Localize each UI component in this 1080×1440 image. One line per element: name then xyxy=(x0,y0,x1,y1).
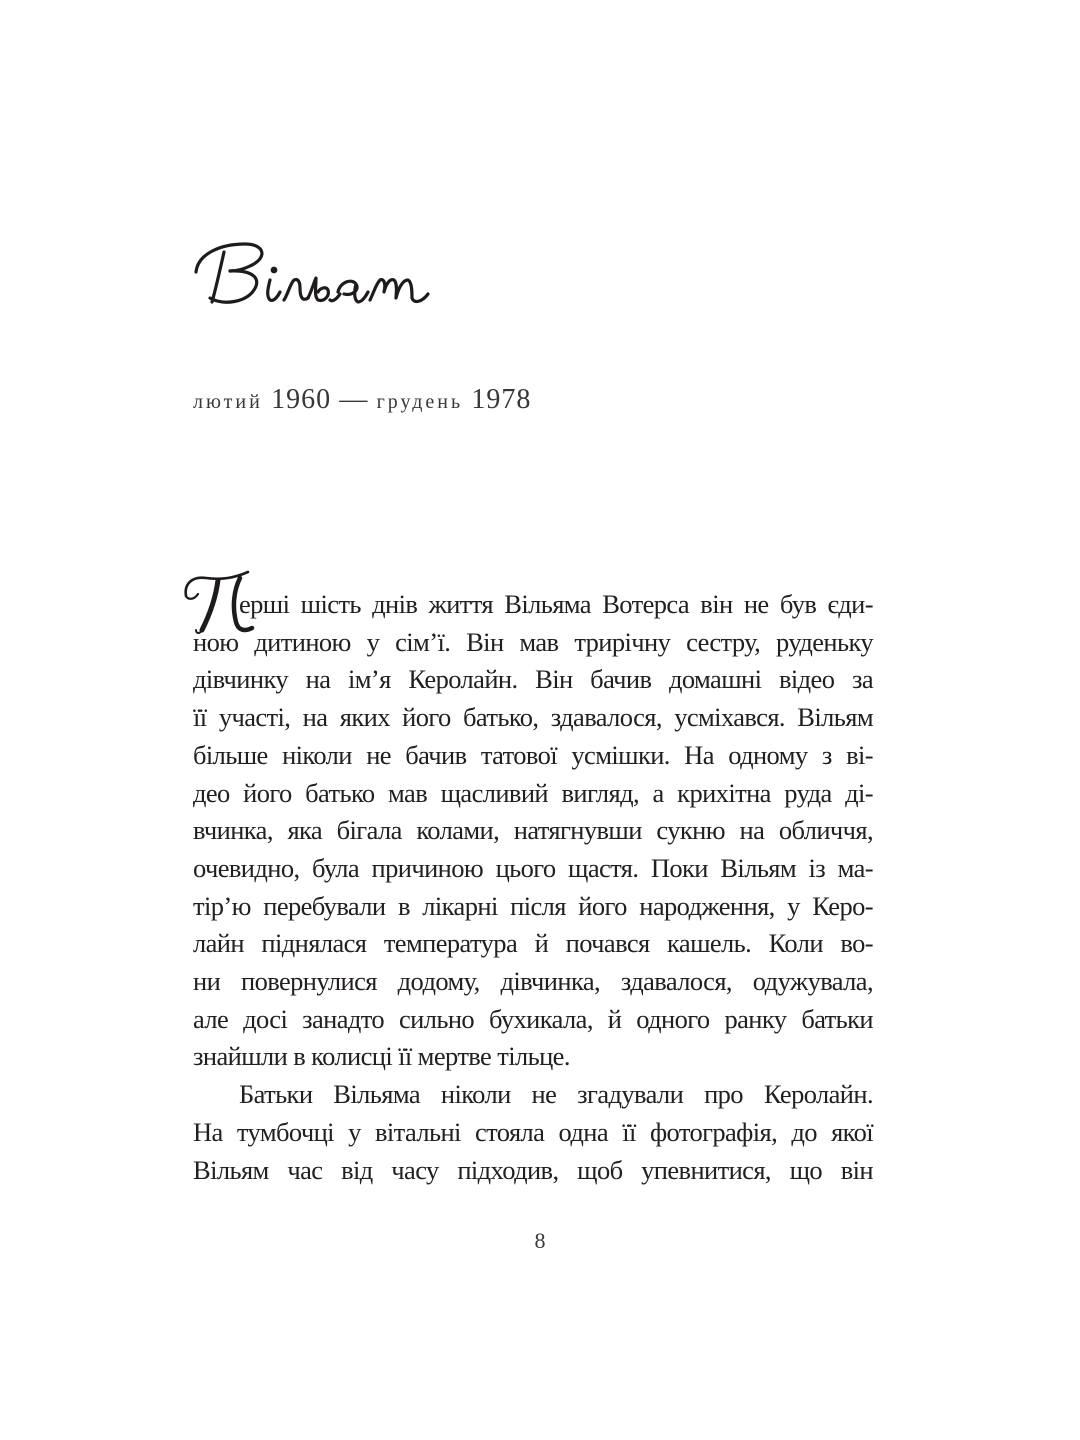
date-separator: — xyxy=(339,384,369,415)
text-line: лайн піднялася температура й почався кашель. Коли во- xyxy=(193,928,873,959)
date-start-month: лютий xyxy=(193,391,263,413)
text-line: На тумбочці у вітальні стояла одна її фотографія, до якої xyxy=(193,1116,873,1147)
chapter-title-script-lettering xyxy=(190,232,490,312)
text-line: ною дитиною у сім’ї. Він мав трирічну сестру, руденьку xyxy=(193,626,873,657)
date-end-year: 1978 xyxy=(471,384,532,415)
text-line: ерші шість днів життя Вільяма Вотерса він не був єди- xyxy=(239,589,873,619)
text-line: очевидно, була причиною цього щастя. Поки Вільям із ма- xyxy=(193,852,873,883)
text-line: део його батько мав щасливий вигляд, а крихітна руда ді- xyxy=(193,777,873,808)
text-line: Вільям час від часу підходив, щоб упевнитися, що він xyxy=(193,1154,873,1185)
chapter-title xyxy=(190,232,490,312)
date-end-month: грудень xyxy=(376,391,464,413)
text-line: тір’ю перебували в лікарні після його народження, у Керо- xyxy=(193,890,873,921)
chapter-body-text xyxy=(193,586,873,1189)
text-line: знайшли в колисці її мертве тільце. xyxy=(193,1041,570,1072)
text-line: більше ніколи не бачив татової усмішки. На одному з ві- xyxy=(193,739,873,770)
text-line: її участі, на яких його батько, здавалося, усміхався. Вільям xyxy=(193,702,873,733)
date-start-year: 1960 xyxy=(271,384,332,415)
text-line: але досі занадто сильно бухикала, й одного ранку батьки xyxy=(193,1003,873,1034)
text-line: Батьки Вільяма ніколи не згадували про Керолайн. xyxy=(239,1079,873,1110)
text-line: дівчинку на ім’я Керолайн. Він бачив домашні відео за xyxy=(193,664,873,695)
chapter-date-range xyxy=(193,384,531,416)
paragraph-1 xyxy=(193,586,873,1076)
text-line: ни повернулися додому, дівчинка, здавалося, одужувала, xyxy=(193,966,873,997)
text-line: вчинка, яка бігала колами, натягнувши сукню на обличчя, xyxy=(193,815,873,846)
page-number: 8 xyxy=(534,1228,546,1253)
paragraph-2 xyxy=(193,1076,873,1189)
